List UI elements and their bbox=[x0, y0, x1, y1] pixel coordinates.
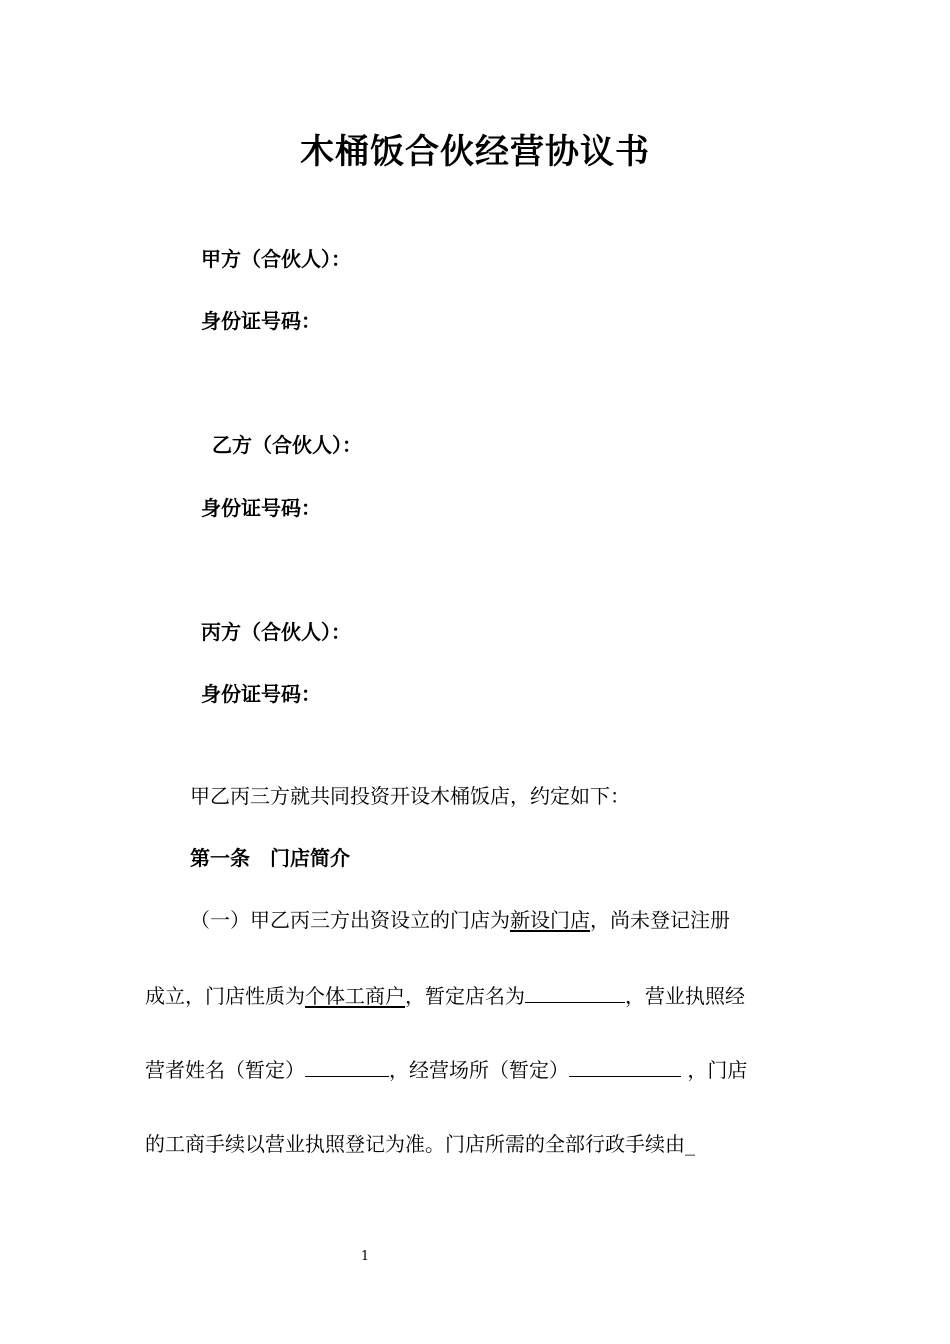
store-name-blank bbox=[525, 980, 625, 1003]
party-b-label: 乙方（合伙人）： bbox=[212, 433, 362, 457]
article-1-line-2 bbox=[145, 980, 745, 1011]
text-segment: ，门店 bbox=[681, 1058, 748, 1082]
store-type-value: 新设门店 bbox=[510, 908, 590, 932]
document-title: 木桶饭合伙经营协议书 bbox=[300, 132, 650, 172]
party-a-id-label: 身份证号码： bbox=[201, 309, 321, 333]
party-c-id-label: 身份证号码： bbox=[201, 682, 321, 706]
text-segment: 成立，门店性质为 bbox=[145, 984, 305, 1008]
text-segment: （一）甲乙丙三方出资设立的门店为 bbox=[190, 908, 510, 932]
article-1-heading: 第一条 门店简介 bbox=[190, 846, 350, 870]
article-1-line-1 bbox=[190, 905, 730, 935]
article-1-line-3 bbox=[145, 1054, 747, 1085]
text-segment: ，暂定店名为 bbox=[405, 984, 525, 1008]
party-b-id-label: 身份证号码： bbox=[201, 496, 321, 520]
party-c-label: 丙方（合伙人）： bbox=[201, 620, 351, 644]
operator-name-blank bbox=[305, 1054, 389, 1077]
party-a-label: 甲方（合伙人）： bbox=[201, 247, 351, 271]
store-nature-value: 个体工商户 bbox=[305, 984, 405, 1008]
text-segment: ，经营场所（暂定） bbox=[389, 1058, 569, 1082]
text-segment: 营者姓名（暂定） bbox=[145, 1058, 305, 1082]
article-1-line-4: 的工商手续以营业执照登记为准。门店所需的全部行政手续由_ bbox=[145, 1132, 695, 1156]
page-number: 1 bbox=[360, 1249, 370, 1264]
premises-blank bbox=[569, 1054, 681, 1077]
intro-paragraph: 甲乙丙三方就共同投资开设木桶饭店，约定如下： bbox=[190, 784, 630, 808]
text-segment: ，营业执照经 bbox=[625, 984, 745, 1008]
text-segment: ，尚未登记注册 bbox=[590, 908, 730, 932]
